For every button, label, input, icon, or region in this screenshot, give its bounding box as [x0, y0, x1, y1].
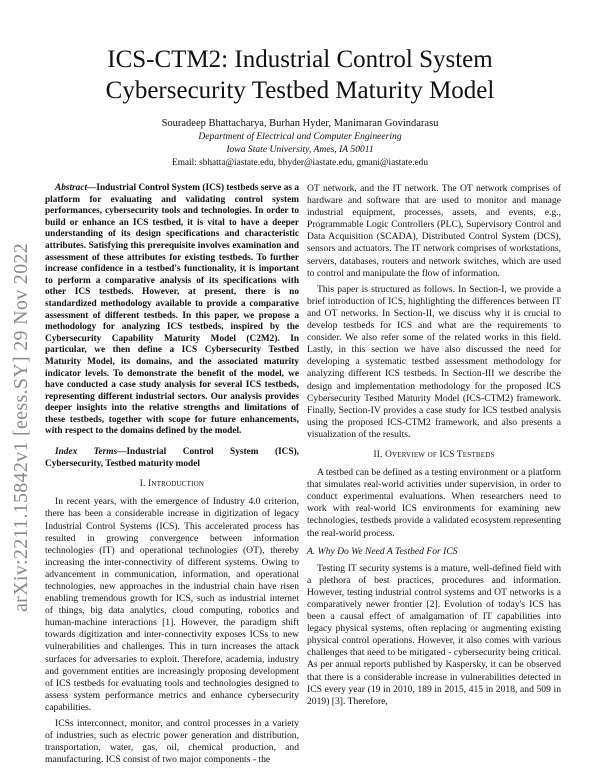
subsection-heading-why-testbed: A. Why Do We Need A Testbed For ICS [307, 545, 458, 557]
abstract [45, 183, 299, 438]
intro-paragraph: In recent years, with the emergence of Industry 4.0 criterion, there has been a considerable increase in digitization of legacy Industrial Control Systems (ICS). This accelerated process has resulted in growing convergence between information technologies (IT) and operational technologies (OT), thereby increasing the inter-connectivity of different systems. Owing to advancement in communication, information, and operational technologies, new approaches in the industrial chain have risen enabling tremendous growth for ICS, such as industrial internet of things, big data analytics, cloud computing, robotics and human-machine interactions [1]. However, the paradigm shift towards digitization and inter-connectivity exposes ICSs to new vulnerabilities and challenges. This in turn increases the attack surfaces for adversaries to exploit. Therefore, academia, industry and government entities are increasingly proposing development of ICS testbeds for evaluating tools and technologies designed to assess system performance metrics and enhance cybersecurity capabilities. [45, 496, 299, 713]
intro-continuation-paragraph: OT network, and the IT network. The OT network comprises of hardware and software that are used to monitor and manage industrial equipment, processes, assets, and events, e.g., Programmable Logic Controllers (PLC), Supervisory Control and Data Acquisition (SCADA), Distributed Control System (DCS), sensors and actuators. The IT network comprises of workstations, servers, databases, routers and network switches, which are used to control and manipulate the flow of information. [307, 183, 561, 279]
paper-title: ICS-CTM2: Industrial Control System Cybersecurity Testbed Maturity Model [105, 46, 495, 104]
arxiv-identifier-stamp: arXiv:2211.15842v1 [eess.SY] 29 Nov 2022 [10, 242, 32, 612]
intro-paragraph: ICSs interconnect, monitor, and control processes in a variety of industries, such as electric power generation and distribution, transportation, water, gas, oil, chemical production, and manufacturing. ICS consist of two major components - the [45, 718, 299, 766]
right-column [307, 183, 561, 708]
left-column [45, 183, 299, 766]
why-testbed-paragraph: Testing IT security systems is a mature, well-defined field with a plethora of best practices, procedures and information. However, testing industrial control systems and OT networks is a comparatively newer frontier [2]. Evolution of today's ICS has been a causal effect of amalgamation of IT capabilities into legacy physical systems, often replacing or augmenting existing physical control operations. However, it also comes with various challenges that need to be mitigated - cybersecurity being critical. As per annual reports published by Kaspersky, it can be observed that there is a considerable increase in vulnerabilities detected in ICS every year (19 in 2010, 189 in 2015, 415 in 2018, and 509 in 2019) [3]. Therefore, [307, 562, 561, 707]
index-terms-label: Index Terms [55, 447, 118, 458]
testbed-definition-paragraph: A testbed can be defined as a testing environment or a platform that simulates real-world activities under supervision, in order to conduct experimental evaluations. When researchers need to work with real-world ICS environments for examining new technologies, testbeds provide a validated ecosystem representing the real-world process. [307, 467, 561, 539]
paper-structure-paragraph: This paper is structured as follows. In Section-I, we provide a brief introduction of ICS, highlighting the differences between IT and OT networks. In Section-II, we discuss why it is crucial to develop testbeds for ICS and what are the requirements to consider. We also refer some of the related works in this field. Lastly, in this section we have also discussed the need for developing a systematic testbed assessment methodology for analyzing different ICS testbeds. In Section-III we describe the design and implementation methodology for the proposed ICS Cybersecurity Testbed Maturity Model (ICS-CTM2) framework. Finally, Section-IV provides a case study for ICS testbed analysis using the proposed ICS-CTM2 framework, and also presents a visualization of the results. [307, 283, 561, 440]
university: Iowa State University, Ames, IA 50011 [226, 144, 374, 155]
section-heading-overview: II. Overview of ICS Testbeds [373, 449, 495, 460]
abstract-text: —Industrial Control System (ICS) testbeds serve as a platform for evaluating and validating control system performances, cybersecurity tools and technologies. In order to build or enhance an ICS testbed, it is vital to have a deeper understanding of its design specifications and characteristic attributes. Satisfying this prerequisite involves examination and assessment of these attributes for existing testbeds. To further increase confidence in a testbed's functionality, it is important to perform a comparative analysis of its specifications with other ICS testbeds. However, at present, there is no standardized methodology available to provide a comparative assessment of different testbeds. In this paper, we propose a methodology for analyzing ICS testbeds, inspired by the Cybersecurity Capability Maturity Model (C2M2). In particular, we then define a ICS Cybersecurity Testbed Maturity Model, its domains, and the associated maturity indicator levels. To demonstrate the benefit of the model, we have conducted a case study analysis for several ICS testbeds, representing different industrial sectors. Our analysis provides deeper insights into the relative strengths and limitations of these testbeds, together with scope for future enhancements, with respect to the domains defined by the model. [45, 183, 299, 437]
author-emails: Email: sbhatta@iastate.edu, bhyder@iastate.edu, gmani@iastate.edu [172, 158, 428, 168]
index-terms-text: —Industrial Control System (ICS), Cybersecurity, Testbed maturity model [45, 447, 299, 469]
section-heading-introduction: I. Introduction [139, 479, 205, 490]
author-list: Souradeep Bhattacharya, Burhan Hyder, Manimaran Govindarasu [161, 118, 439, 129]
index-terms [45, 447, 299, 470]
department: Department of Electrical and Computer Engineering [198, 131, 402, 142]
abstract-label: Abstract [55, 183, 88, 193]
